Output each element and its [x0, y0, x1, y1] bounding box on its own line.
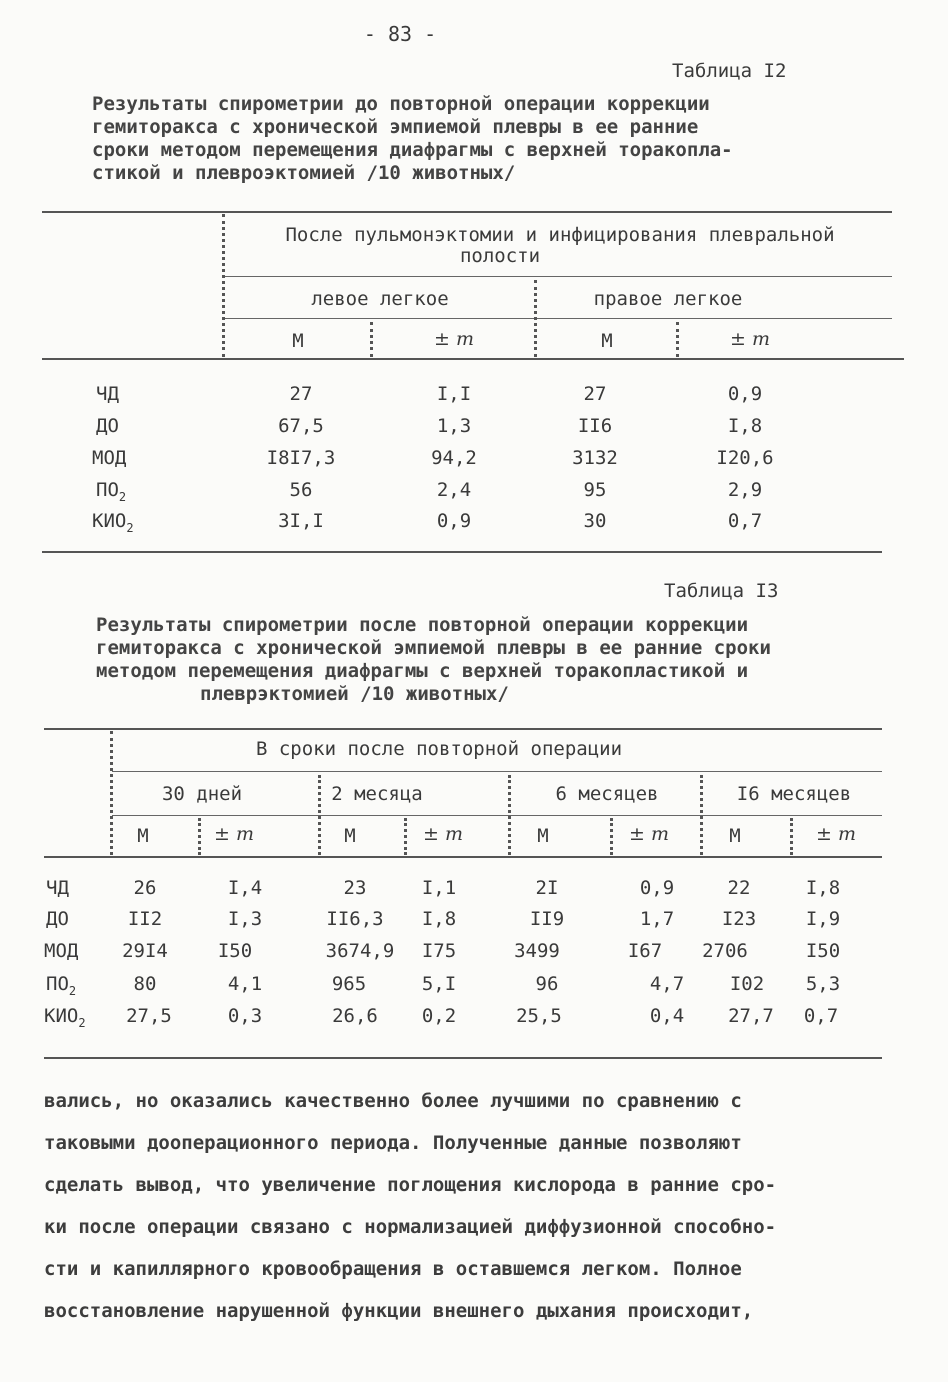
table12-caption — [92, 93, 733, 185]
caption-line: сроки методом перемещения диафрагмы с верхней торакопла- — [92, 139, 733, 161]
table-cell: 27,5 — [126, 1005, 172, 1027]
table-cell: I,I — [436, 383, 472, 405]
caption-line: плеврэктомией /10 животных/ — [200, 683, 509, 705]
caption-line: гемиторакса с хронической эмпиемой плевры в ее ранние сроки — [96, 637, 771, 659]
table-cell: 95 — [583, 479, 607, 501]
table-divider — [404, 818, 407, 855]
table-divider — [610, 818, 613, 855]
row-label: ДО — [46, 908, 69, 930]
table-divider — [370, 322, 373, 357]
table-cell: 2I — [535, 877, 559, 899]
col-header-m: М — [344, 825, 356, 847]
table-rule — [42, 551, 882, 553]
col-header-pm — [614, 823, 684, 845]
table-cell: 5,3 — [805, 973, 841, 995]
table-cell: I50 — [217, 940, 253, 962]
table-cell: 965 — [331, 973, 367, 995]
caption-line: Результаты спирометрии до повторной операции коррекции — [92, 93, 710, 115]
period-header: I6 месяцев — [736, 783, 852, 805]
col-header-pm — [408, 823, 478, 845]
col-header-m: М — [537, 825, 549, 847]
table-cell: I8I7,3 — [266, 447, 336, 469]
table-cell: 2706 — [702, 940, 748, 962]
table-cell: 2,4 — [436, 479, 472, 501]
table-cell: 80 — [133, 973, 157, 995]
table-divider — [790, 818, 793, 855]
table-cell: 29I4 — [122, 940, 168, 962]
table-divider — [534, 280, 537, 357]
table-cell: 5,I — [421, 973, 457, 995]
table-cell: I,3 — [227, 908, 263, 930]
table-cell: 4,7 — [649, 973, 685, 995]
table-divider — [198, 818, 201, 855]
table-cell: 0,4 — [649, 1005, 685, 1027]
table-cell: I67 — [627, 940, 663, 962]
table-rule — [112, 815, 882, 816]
table-rule — [44, 728, 882, 730]
period-header: 30 дней — [161, 783, 243, 805]
row-label: МОД — [44, 940, 79, 962]
col-header-pm — [796, 823, 876, 845]
table-cell: I20,6 — [716, 447, 774, 469]
group-header: В сроки после повторной операции — [255, 738, 623, 760]
table-cell: 0,2 — [421, 1005, 457, 1027]
group-header: После пульмонэктомии и инфицирования плевральной — [285, 224, 835, 246]
table-cell: 3674,9 — [325, 940, 395, 962]
col-header-m: М — [729, 825, 741, 847]
row-label: ЧД — [96, 383, 119, 405]
caption-line: методом перемещения диафрагмы с верхней торакопластикой и — [96, 660, 749, 682]
table-cell: 1,7 — [639, 908, 675, 930]
table-cell: 22 — [727, 877, 751, 899]
table13-label: Таблица I3 — [664, 580, 779, 602]
pm-label: ± m — [423, 823, 463, 845]
table-cell: 3I,I — [278, 510, 324, 532]
table-rule — [224, 276, 892, 277]
period-header: 6 месяцев — [555, 783, 659, 805]
table-cell: I75 — [421, 940, 457, 962]
table-cell: 0,3 — [227, 1005, 263, 1027]
table-rule — [42, 211, 892, 213]
subheader-left-lung: левое легкое — [311, 288, 449, 310]
table-cell: 0,7 — [803, 1005, 839, 1027]
table12-label: Таблица I2 — [672, 60, 787, 82]
table-cell: I,8 — [805, 877, 841, 899]
pm-label: ± m — [816, 823, 856, 845]
text-line: сделать вывод, что увеличение поглощения кислорода в ранние сро- — [44, 1174, 777, 1196]
row-label: $КИО_2$ — [92, 510, 134, 535]
table-cell: 56 — [289, 479, 313, 501]
table-cell: I,1 — [421, 877, 457, 899]
subheader-right-lung: правое легкое — [593, 288, 743, 310]
table-cell: 94,2 — [431, 447, 477, 469]
pm-label: ± m — [434, 328, 474, 350]
text-line: восстановление нарушенной функции внешнего дыхания происходит, — [44, 1300, 754, 1322]
table-cell: 27 — [583, 383, 607, 405]
table-rule — [112, 771, 882, 772]
page-number: - 83 - — [363, 22, 437, 46]
table-cell: 25,5 — [516, 1005, 562, 1027]
table-rule — [44, 1057, 882, 1059]
table13-caption — [96, 614, 771, 706]
table-cell: 0,7 — [727, 510, 763, 532]
table-divider — [508, 775, 511, 855]
pm-label: ± m — [629, 823, 669, 845]
table-cell: I02 — [729, 973, 765, 995]
table-cell: 67,5 — [278, 415, 324, 437]
table-cell: 96 — [535, 973, 559, 995]
table-cell: I,8 — [421, 908, 457, 930]
row-label: ЧД — [46, 877, 69, 899]
table-cell: II2 — [127, 908, 163, 930]
table-cell: II9 — [529, 908, 565, 930]
group-header: полости — [459, 245, 541, 267]
text-line: вались, но оказались качественно более лучшими по сравнению с — [44, 1090, 742, 1112]
table-cell: 0,9 — [436, 510, 472, 532]
table-cell: 1,3 — [436, 415, 472, 437]
table-cell: 4,1 — [227, 973, 263, 995]
body-paragraph — [44, 1080, 776, 1332]
row-label: МОД — [92, 447, 127, 469]
text-line: таковыми дооперационного периода. Полученные данные позволяют — [44, 1132, 742, 1154]
row-label: $КИО_2$ — [44, 1005, 86, 1030]
row-label: ДО — [96, 415, 119, 437]
col-header-pm — [680, 328, 820, 350]
table-cell: 27,7 — [728, 1005, 774, 1027]
table-cell: 26,6 — [332, 1005, 378, 1027]
pm-label: ± m — [214, 823, 254, 845]
table-divider — [676, 322, 679, 357]
col-header-m: М — [292, 330, 304, 352]
table-cell: 0,9 — [727, 383, 763, 405]
table-rule — [44, 856, 882, 858]
row-label: $ПО_2$ — [46, 973, 77, 998]
table-cell: 26 — [133, 877, 157, 899]
col-header-m: М — [137, 825, 149, 847]
table-cell: I,9 — [805, 908, 841, 930]
caption-line: Результаты спирометрии после повторной операции коррекции — [96, 614, 749, 636]
table-cell: I,4 — [227, 877, 263, 899]
text-line: ки после операции связано с нормализацией диффузионной способно- — [44, 1216, 777, 1238]
table-divider — [222, 214, 225, 357]
caption-line: гемиторакса с хронической эмпиемой плевры в ее ранние — [92, 116, 699, 138]
col-header-m: М — [601, 330, 613, 352]
table-cell: 3499 — [514, 940, 560, 962]
table-cell: 2,9 — [727, 479, 763, 501]
caption-line: стикой и плевроэктомией /10 животных/ — [92, 162, 516, 184]
table-cell: 23 — [343, 877, 367, 899]
col-header-pm — [204, 823, 264, 845]
table-cell: I50 — [805, 940, 841, 962]
table-cell: I,8 — [727, 415, 763, 437]
table-cell: 3132 — [572, 447, 618, 469]
table-cell: 0,9 — [639, 877, 675, 899]
table-cell: 27 — [289, 383, 313, 405]
table-cell: I23 — [721, 908, 757, 930]
table-rule — [224, 318, 892, 319]
table-rule — [42, 358, 904, 360]
table-cell: II6,3 — [326, 908, 384, 930]
text-line: сти и капиллярного кровообращения в оставшемся легком. Полное — [44, 1258, 742, 1280]
table-cell: II6 — [577, 415, 613, 437]
period-header: 2 месяца — [331, 783, 423, 805]
col-header-pm — [374, 328, 534, 350]
table-cell: 30 — [583, 510, 607, 532]
row-label: $ПО_2$ — [96, 479, 127, 504]
pm-label: ± m — [730, 328, 770, 350]
